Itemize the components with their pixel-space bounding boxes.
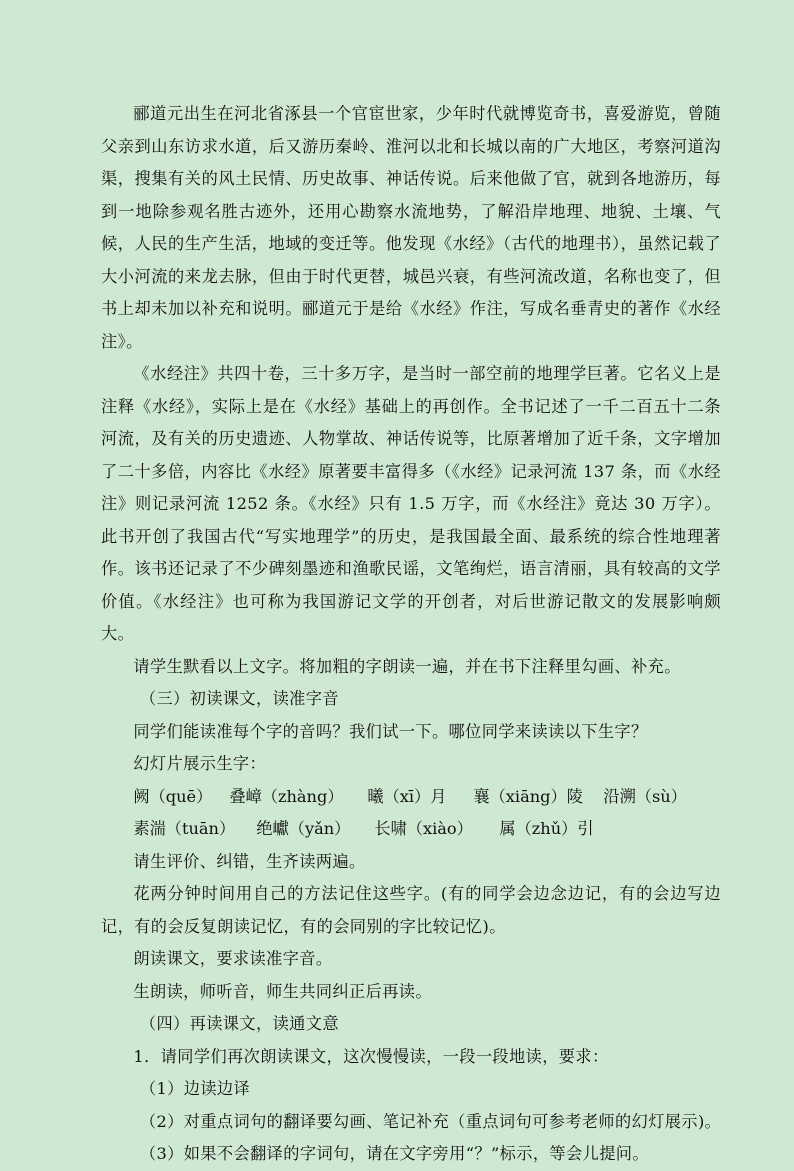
character-item: 曦（xī）月 (367, 786, 447, 806)
document-body (101, 98, 721, 1171)
paragraph-shuijingzhu: 《水经注》共四十卷，三十多万字，是当时一部空前的地理学巨著。它名义上是注释《水经》，实际上是在《水经》基础上的再创作。全书记述了一千二百五十二条河流，及有关的历史遗迹、人物掌故、神话传说等，比原著增加了近千条，文字增加了二十多倍，内容比《水经》原著要丰富得多（《水经》记录河流 137 条，而《水经注》则记录河流 1252 条。《水经》只有 1.5 万字，而《水经注》竟达 30 万字）。此书开创了我国古代“写实地理学”的历史，是我国最全面、最系统的综合性地理著作。该书还记录了不少碑刻墨迹和渔歌民谣，文笔绚烂，语言清丽，具有较高的文学价值。《水经注》也可称为我国游记文学的开创者，对后世游记散文的发展影响颇大。 (101, 364, 721, 643)
reading-aloud-instruction: 朗读课文，要求读准字音。 (133, 949, 333, 968)
instruction-silent-reading: 请学生默看以上文字。将加粗的字朗读一遍，并在书下注释里勾画、补充。 (133, 656, 681, 676)
reread-instruction: 1．请同学们再次朗读课文，这次慢慢读，一段一段地读，要求： (133, 1046, 609, 1066)
character-item: 素湍（tuān） (133, 819, 236, 838)
requirement-1: （1）边读边译 (139, 1079, 251, 1098)
requirement-3: （3）如果不会翻译的字词句，请在文字旁用“？”标示，等会儿提问。 (139, 1144, 649, 1163)
character-item: 绝巘（yǎn） (256, 819, 351, 838)
characters-row-2 (101, 813, 721, 846)
paragraph-biography: 郦道元出生在河北省涿县一个官宦世家，少年时代就博览奇书，喜爱游览，曾随父亲到山东访求水道，后又游历秦岭、淮河以北和长城以南的广大地区，考察河道沟渠，搜集有关的风土民情、历史故事、神话传说。后来他做了官，就到各地游历，每到一地除参观名胜古迹外，还用心勘察水流地势，了解沿岸地理、地貌、土壤、气候，人民的生产生活，地域的变迁等。他发现《水经》（古代的地理书），虽然记载了大小河流的来龙去脉，但由于时代更替，城邑兴衰，有些河流改道，名称也变了，但书上却未加以补充和说明。郦道元于是给《水经》作注，写成名垂青史的著作《水经注》。 (101, 104, 721, 351)
character-item: 阙（quē） (133, 786, 213, 806)
character-item: 属（zhǔ）引 (499, 819, 594, 838)
section-heading-first-reading: （三）初读课文，读准字音 (139, 689, 339, 708)
character-item: 叠嶂（zhàng） (229, 786, 344, 806)
character-item: 沿溯（sù） (603, 786, 687, 806)
section-heading-second-reading: （四）再读课文，读通文意 (139, 1014, 339, 1033)
evaluation-instruction: 请生评价、纠错，生齐读两遍。 (133, 851, 366, 871)
requirement-2: （2）对重点词句的翻译要勾画、笔记补充（重点词句可参考老师的幻灯展示)。 (139, 1111, 722, 1131)
character-item: 襄（xiāng）陵 (473, 786, 583, 806)
teacher-question: 同学们能读准每个字的音吗？我们试一下。哪位同学来读读以下生字？ (133, 721, 648, 741)
characters-row-1 (101, 781, 721, 814)
slide-intro: 幻灯片展示生字： (133, 754, 267, 773)
correction-instruction: 生朗读，师听音，师生共同纠正后再读。 (133, 981, 432, 1001)
character-item: 长啸（xiào） (374, 819, 473, 838)
memorization-instruction: 花两分钟时间用自己的方法记住这些字。(有的同学会边念边记，有的会边写边记，有的会反复朗读记忆，有的会同别的字比较记忆)。 (101, 884, 721, 936)
